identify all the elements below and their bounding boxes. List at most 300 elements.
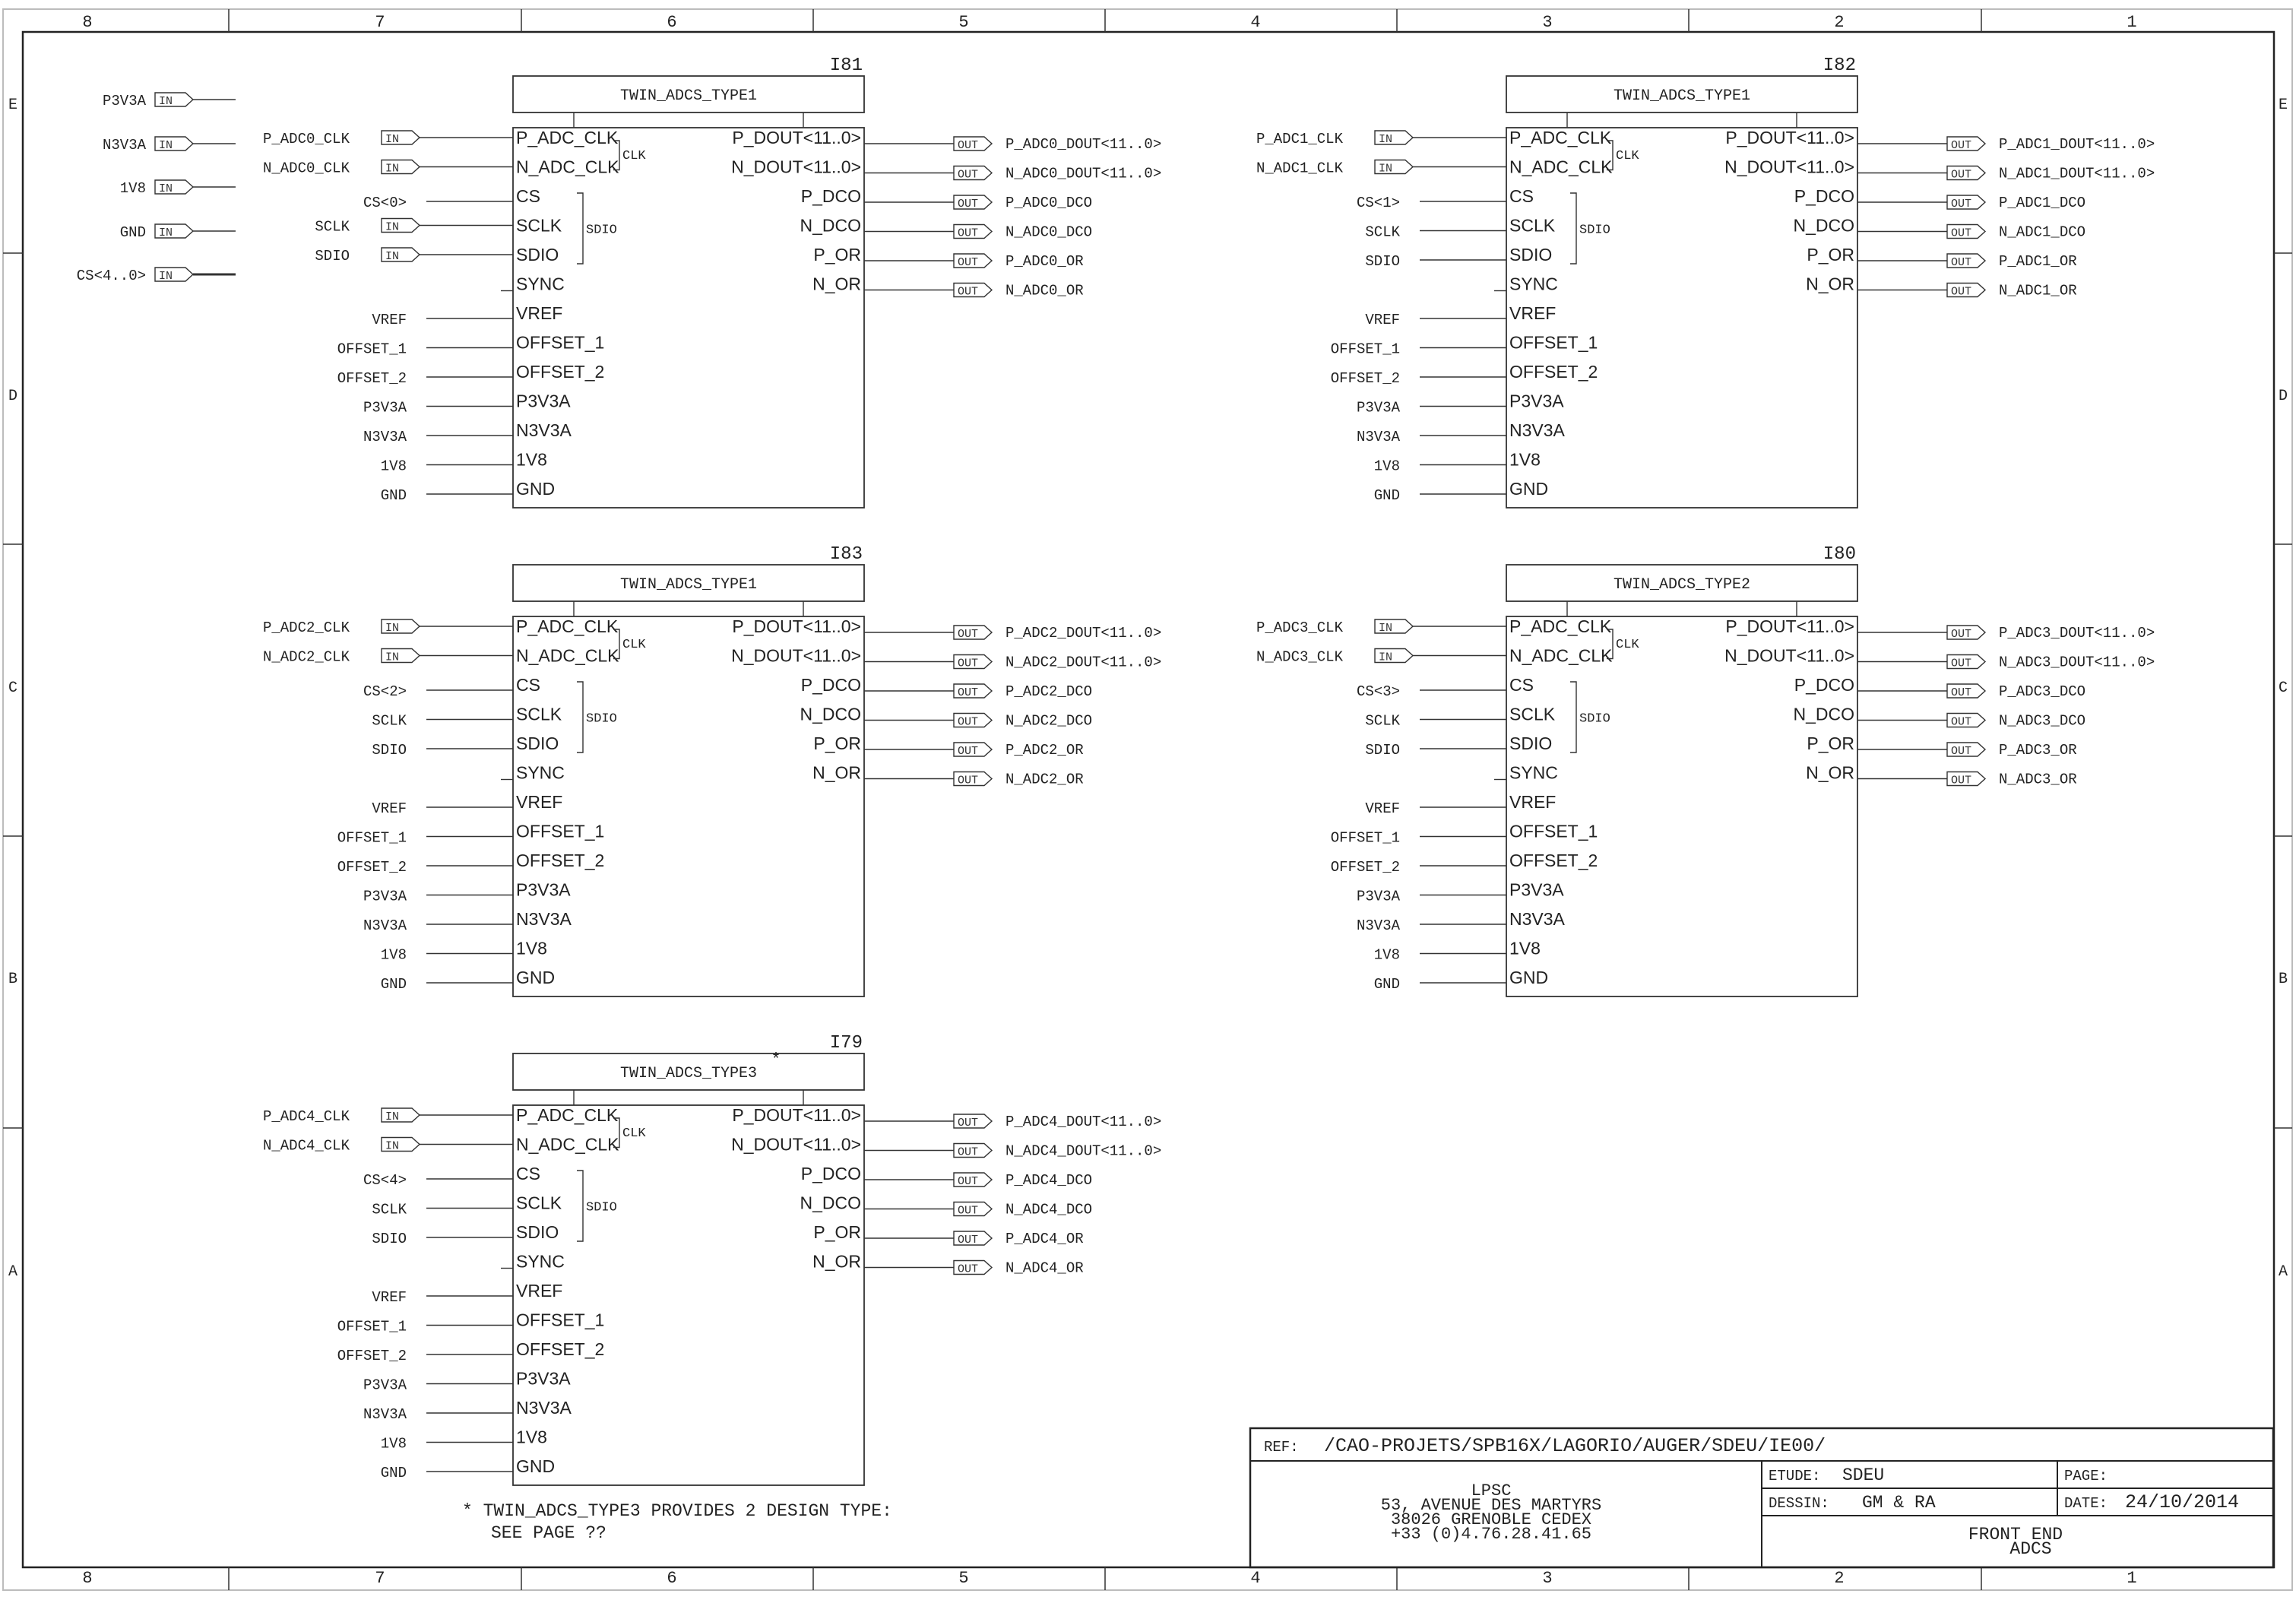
net-label-sdio: SDIO [372,1231,407,1247]
instance-id: I82 [1823,55,1856,76]
svg-text:OUT: OUT [958,715,979,729]
pin-p-adc-clk: P_ADC_CLK [516,616,619,636]
net-label-offset-1: OFFSET_1 [337,341,407,358]
out-port-icon [954,743,992,758]
out-port-icon [1947,684,1985,699]
out-port-icon [954,195,992,211]
svg-text:OUT: OUT [958,686,979,699]
svg-text:IN: IN [159,139,173,152]
svg-text:IN: IN [1379,651,1393,664]
net-label-n3v3a: N3V3A [363,917,407,934]
svg-text:IN: IN [159,182,173,195]
column-label-bottom-4: 4 [1250,1569,1261,1588]
net-label-offset-1: OFFSET_1 [1330,341,1400,358]
pin-sync: SYNC [1509,274,1558,294]
pin-n-dout-11-0-: N_DOUT<11..0> [1724,157,1854,177]
net-label-offset-1: OFFSET_1 [1330,829,1400,847]
pin-1v8: 1V8 [516,449,547,470]
column-label-8: 8 [82,13,93,32]
block-type-label: TWIN_ADCS_TYPE3 [619,1065,758,1082]
net-label-vref: VREF [372,312,407,328]
pin-n-dco: N_DCO [1793,215,1854,236]
svg-text:IN: IN [385,133,400,146]
pin-p3v3a: P3V3A [1509,879,1564,900]
pin-p-adc-clk: P_ADC_CLK [1509,128,1612,147]
svg-text:IN: IN [385,250,400,263]
net-label-cs-0-: CS<0> [363,195,407,211]
clk-bracket-label: CLK [622,1126,646,1141]
svg-text:OUT: OUT [958,1204,979,1218]
svg-text:OUT: OUT [1951,628,1972,641]
pin-offset-2: OFFSET_2 [1509,362,1598,382]
global-in-port-icon [155,93,193,108]
net-label-p-adc1-dout-11-0-: P_ADC1_DOUT<11..0> [1999,136,2155,153]
pin-n-or: N_OR [812,274,861,294]
pin-n-dout-11-0-: N_DOUT<11..0> [731,1134,861,1155]
global-signal-cs-4-0-: CS<4..0> [76,268,146,284]
net-label-p-adc4-dout-11-0-: P_ADC4_DOUT<11..0> [1005,1114,1162,1130]
pin-p-dco: P_DCO [800,675,861,695]
net-label-sdio: SDIO [315,248,350,265]
column-label-bottom-8: 8 [82,1569,93,1588]
column-label-1: 1 [2127,13,2137,32]
net-label-n-adc2-or: N_ADC2_OR [1005,771,1084,788]
pin-sclk: SCLK [516,704,562,724]
org-phone: +33 (0)4.76.28.41.65 [1390,1525,1592,1544]
out-port-icon [1947,714,1985,729]
net-label-1v8: 1V8 [380,946,407,964]
pin-n-dout-11-0-: N_DOUT<11..0> [731,157,861,177]
net-label-cs-3-: CS<3> [1356,683,1400,700]
svg-text:IN: IN [385,162,400,176]
pin-offset-1: OFFSET_1 [1509,821,1598,841]
svg-text:OUT: OUT [1951,774,1972,787]
sdio-bracket-label: SDIO [586,223,617,238]
net-label-1v8: 1V8 [1373,458,1400,475]
pin-n-dout-11-0-: N_DOUT<11..0> [731,645,861,666]
svg-text:IN: IN [159,95,173,108]
pin-sdio: SDIO [516,245,559,265]
net-label-p3v3a: P3V3A [363,888,407,905]
net-label-p-adc3-dco: P_ADC3_DCO [1999,683,2086,700]
pin-p-dco: P_DCO [800,1164,861,1183]
row-label-right-C: C [2278,680,2288,697]
net-label-n-adc1-or: N_ADC1_OR [1999,282,2077,299]
pin-p-dco: P_DCO [800,186,861,206]
out-port-icon [1947,137,1985,152]
out-port-icon [954,1231,992,1247]
pin-n-adc-clk: N_ADC_CLK [516,157,619,177]
pin-n3v3a: N3V3A [516,1398,572,1418]
svg-text:OUT: OUT [958,139,979,152]
global-in-port-icon [155,224,193,239]
pin-n3v3a: N3V3A [516,909,572,929]
out-port-icon [954,137,992,152]
row-label-right-D: D [2278,388,2288,405]
column-label-bottom-1: 1 [2127,1569,2137,1588]
out-port-icon [954,284,992,299]
out-port-icon [1947,743,1985,758]
svg-text:OUT: OUT [958,285,979,299]
svg-text:OUT: OUT [1951,285,1972,299]
clk-in-port-icon [382,619,420,635]
net-label-p-adc0-clk: P_ADC0_CLK [262,131,350,147]
svg-text:OUT: OUT [958,168,979,182]
net-label-offset-2: OFFSET_2 [1330,370,1400,387]
pin-sync: SYNC [516,1251,565,1272]
instance-id: I80 [1823,544,1856,565]
svg-text:IN: IN [1379,622,1393,635]
dessin-label: DESSIN: [1769,1495,1829,1512]
pin-n-dco: N_DCO [800,215,861,236]
net-label-sclk: SCLK [1365,712,1400,730]
net-label-gnd: GND [380,1465,407,1481]
net-label-p-adc2-dout-11-0-: P_ADC2_DOUT<11..0> [1005,625,1162,642]
column-label-6: 6 [667,13,677,32]
net-label-n3v3a: N3V3A [1356,917,1400,934]
clk-in-port-icon [1375,649,1413,664]
pin-p-or: P_OR [813,1222,861,1242]
net-label-n-adc2-dco: N_ADC2_DCO [1005,712,1093,730]
out-port-icon [954,1114,992,1130]
global-signal-1v8: 1V8 [119,180,146,197]
net-label-vref: VREF [1365,800,1400,817]
pin-vref: VREF [516,303,563,323]
net-label-p-adc3-or: P_ADC3_OR [1999,742,2077,759]
out-port-icon [1947,772,1985,787]
row-label-right-B: B [2278,971,2288,988]
sdio-bracket-label: SDIO [586,1200,617,1215]
pin-n-adc-clk: N_ADC_CLK [1509,157,1613,177]
title-block [1250,1428,2273,1567]
pin-p-dco: P_DCO [1794,186,1854,206]
svg-text:IN: IN [385,1110,400,1123]
out-port-icon [1947,195,1985,211]
net-label-offset-2: OFFSET_2 [337,859,407,876]
net-label-n-adc4-clk: N_ADC4_CLK [262,1137,350,1155]
out-port-icon [1947,284,1985,299]
out-port-icon [954,1173,992,1188]
net-label-p-adc2-clk: P_ADC2_CLK [262,619,350,636]
pin-n3v3a: N3V3A [516,420,572,440]
pin-n-adc-clk: N_ADC_CLK [1509,645,1613,666]
block-type-label: TWIN_ADCS_TYPE1 [619,87,758,105]
svg-text:IN: IN [385,1139,400,1153]
pin-cs: CS [1509,675,1534,695]
clk-in-port-icon [382,219,420,234]
pin-n-dco: N_DCO [1793,704,1854,724]
svg-text:IN: IN [1379,133,1393,146]
pin-gnd: GND [1509,479,1549,499]
row-label-D: D [8,388,18,405]
svg-text:OUT: OUT [958,198,979,211]
pin-p-dout-11-0-: P_DOUT<11..0> [732,1105,861,1125]
svg-text:OUT: OUT [958,774,979,787]
global-in-port-icon [155,137,193,152]
instance-id: I83 [829,544,863,565]
date-value: 24/10/2014 [2125,1491,2240,1513]
svg-text:IN: IN [385,651,400,664]
pin-1v8: 1V8 [516,938,547,958]
pin-vref: VREF [1509,792,1557,812]
net-label-gnd: GND [380,487,407,504]
clk-bracket-label: CLK [622,638,646,652]
pin-offset-1: OFFSET_1 [516,332,605,353]
pin-gnd: GND [1509,968,1549,987]
out-port-icon [1947,225,1985,240]
net-label-n-adc0-dout-11-0-: N_ADC0_DOUT<11..0> [1005,165,1162,182]
row-label-right-E: E [2278,97,2288,114]
svg-text:OUT: OUT [958,745,979,758]
out-port-icon [954,714,992,729]
net-label-p3v3a: P3V3A [363,399,407,417]
org-city: 38026 GRENOBLE CEDEX [1390,1510,1592,1529]
net-label-cs-2-: CS<2> [363,683,407,700]
net-label-gnd: GND [380,976,407,993]
net-label-n-adc0-clk: N_ADC0_CLK [262,160,350,177]
pin-offset-1: OFFSET_1 [1509,332,1598,353]
pin-n-adc-clk: N_ADC_CLK [516,1134,619,1155]
clk-in-port-icon [382,1138,420,1153]
org-street: 53, AVENUE DES MARTYRS [1380,1496,1602,1515]
pin-vref: VREF [516,792,563,812]
sdio-bracket-label: SDIO [1579,223,1610,238]
net-label-p3v3a: P3V3A [1356,888,1400,905]
global-signal-n3v3a: N3V3A [102,137,146,154]
net-label-n3v3a: N3V3A [1356,429,1400,445]
column-label-bottom-6: 6 [667,1569,677,1588]
net-label-offset-1: OFFSET_1 [337,1318,407,1335]
pin-n-dout-11-0-: N_DOUT<11..0> [1724,645,1854,666]
pin-p-adc-clk: P_ADC_CLK [516,1105,619,1125]
column-label-2: 2 [1834,13,1845,32]
svg-text:OUT: OUT [1951,256,1972,269]
pin-p-adc-clk: P_ADC_CLK [516,128,619,147]
adc-block-i79[interactable] [263,1033,1161,1485]
column-label-7: 7 [375,13,385,32]
out-port-icon [954,1202,992,1218]
out-port-icon [954,655,992,670]
pin-n3v3a: N3V3A [1509,420,1565,440]
pin-1v8: 1V8 [1509,449,1541,470]
etude-value: SDEU [1842,1465,1885,1485]
out-port-icon [954,254,992,269]
net-label-sclk: SCLK [1365,223,1400,241]
svg-text:IN: IN [159,270,173,283]
pin-p-dco: P_DCO [1794,675,1854,695]
net-label-sdio: SDIO [1365,742,1400,759]
net-label-p-adc1-clk: P_ADC1_CLK [1256,131,1343,147]
pin-gnd: GND [516,1456,556,1476]
clk-bracket-label: CLK [1616,638,1639,652]
column-label-bottom-5: 5 [958,1569,969,1588]
net-label-vref: VREF [372,1289,407,1306]
pin-p3v3a: P3V3A [516,1368,571,1389]
svg-text:OUT: OUT [958,657,979,670]
net-label-p-adc4-dco: P_ADC4_DCO [1005,1172,1093,1189]
svg-text:OUT: OUT [1951,657,1972,670]
svg-text:OUT: OUT [958,227,979,240]
net-label-sdio: SDIO [372,742,407,759]
pin-sync: SYNC [516,762,565,783]
svg-text:OUT: OUT [1951,198,1972,211]
column-label-bottom-7: 7 [375,1569,385,1588]
clk-in-port-icon [1375,619,1413,635]
net-label-offset-1: OFFSET_1 [337,829,407,847]
pin-p-dout-11-0-: P_DOUT<11..0> [1725,128,1854,147]
net-label-sclk: SCLK [315,218,350,236]
instance-id: I79 [829,1033,863,1053]
pin-n-or: N_OR [812,762,861,783]
net-label-cs-4-: CS<4> [363,1172,407,1189]
svg-text:IN: IN [1379,162,1393,176]
net-label-p-adc0-dout-11-0-: P_ADC0_DOUT<11..0> [1005,136,1162,153]
pin-sclk: SCLK [516,1193,562,1213]
svg-text:OUT: OUT [958,628,979,641]
pin-p-adc-clk: P_ADC_CLK [1509,616,1612,636]
date-label: DATE: [2064,1495,2108,1512]
pin-sync: SYNC [516,274,565,294]
out-port-icon [1947,655,1985,670]
adc-block-i80[interactable] [1256,544,2155,996]
net-label-n-adc3-or: N_ADC3_OR [1999,771,2077,788]
net-label-p-adc1-or: P_ADC1_OR [1999,253,2077,270]
pin-gnd: GND [516,479,556,499]
net-label-1v8: 1V8 [1373,946,1400,964]
net-label-n-adc3-dout-11-0-: N_ADC3_DOUT<11..0> [1999,654,2155,671]
out-port-icon [954,626,992,641]
ref-label: REF: [1264,1439,1299,1456]
net-label-vref: VREF [372,800,407,817]
adc-block-i82[interactable] [1256,55,2155,508]
pin-sdio: SDIO [516,1222,559,1242]
org-name: LPSC [1471,1481,1512,1500]
column-label-bottom-2: 2 [1834,1569,1845,1588]
out-port-icon [954,166,992,182]
pin-sdio: SDIO [1509,733,1553,753]
net-label-p-adc0-dco: P_ADC0_DCO [1005,195,1093,211]
pin-n3v3a: N3V3A [1509,909,1565,929]
pin-1v8: 1V8 [1509,938,1541,958]
pin-p-or: P_OR [1807,733,1854,753]
pin-n-dco: N_DCO [800,1193,861,1213]
net-label-p-adc4-clk: P_ADC4_CLK [262,1108,350,1125]
net-label-n-adc1-dco: N_ADC1_DCO [1999,223,2086,241]
net-label-n-adc1-clk: N_ADC1_CLK [1256,160,1343,177]
net-label-n-adc4-or: N_ADC4_OR [1005,1259,1084,1277]
global-signal-p3v3a: P3V3A [102,93,146,109]
svg-text:IN: IN [159,227,173,239]
pin-cs: CS [516,675,540,695]
pin-offset-2: OFFSET_2 [1509,851,1598,870]
pin-sclk: SCLK [1509,704,1556,724]
row-label-right-A: A [2278,1263,2288,1281]
pin-1v8: 1V8 [516,1427,547,1447]
pin-vref: VREF [1509,303,1557,323]
block-type-label: TWIN_ADCS_TYPE1 [1613,87,1751,105]
out-port-icon [954,772,992,787]
row-label-B: B [8,971,18,988]
pin-sclk: SCLK [1509,215,1556,236]
out-port-icon [954,1144,992,1159]
clk-in-port-icon [382,160,420,176]
out-port-icon [954,684,992,699]
net-label-n-adc1-dout-11-0-: N_ADC1_DOUT<11..0> [1999,165,2155,182]
net-label-gnd: GND [1373,487,1400,504]
net-label-p-adc1-dco: P_ADC1_DCO [1999,195,2086,211]
pin-p-dout-11-0-: P_DOUT<11..0> [732,616,861,636]
ref-path: /CAO-PROJETS/SPB16X/LAGORIO/AUGER/SDEU/IE00/ [1324,1435,1826,1457]
clk-in-port-icon [382,1108,420,1123]
svg-text:OUT: OUT [958,1234,979,1247]
global-in-port-icon [155,180,193,195]
pin-sdio: SDIO [516,733,559,753]
net-label-offset-2: OFFSET_2 [337,1348,407,1364]
net-label-p-adc2-or: P_ADC2_OR [1005,742,1084,759]
net-label-sdio: SDIO [1365,253,1400,270]
clk-in-port-icon [382,649,420,664]
pin-offset-1: OFFSET_1 [516,1310,605,1330]
net-label-n-adc3-clk: N_ADC3_CLK [1256,648,1343,666]
pin-gnd: GND [516,968,556,987]
net-label-n-adc0-dco: N_ADC0_DCO [1005,223,1093,241]
svg-text:OUT: OUT [1951,168,1972,182]
sdio-bracket-label: SDIO [586,711,617,727]
svg-text:OUT: OUT [958,256,979,269]
net-label-1v8: 1V8 [380,458,407,475]
global-in-port-icon [155,268,193,283]
pin-p-or: P_OR [1807,245,1854,265]
clk-bracket-label: CLK [1616,149,1639,163]
design-note-line-2: SEE PAGE ?? [491,1523,606,1543]
net-label-p-adc3-clk: P_ADC3_CLK [1256,619,1343,636]
pin-sync: SYNC [1509,762,1558,783]
net-label-1v8: 1V8 [380,1435,407,1453]
type-footnote-star: * [771,1050,781,1069]
out-port-icon [1947,626,1985,641]
block-type-label: TWIN_ADCS_TYPE1 [619,576,758,594]
pin-offset-2: OFFSET_2 [516,851,605,870]
net-label-n3v3a: N3V3A [363,429,407,445]
net-label-p3v3a: P3V3A [1356,399,1400,417]
global-signal-gnd: GND [119,224,146,241]
svg-text:OUT: OUT [958,1175,979,1188]
page-label: PAGE: [2064,1468,2108,1484]
svg-text:OUT: OUT [1951,139,1972,152]
clk-in-port-icon [1375,160,1413,176]
net-label-n-adc4-dco: N_ADC4_DCO [1005,1201,1093,1218]
svg-text:IN: IN [385,622,400,635]
row-label-A: A [8,1263,18,1281]
dessin-value: GM & RA [1862,1493,1936,1513]
adc-block-i81[interactable] [263,55,1161,508]
pin-offset-2: OFFSET_2 [516,362,605,382]
out-port-icon [954,1261,992,1276]
svg-text:OUT: OUT [1951,686,1972,699]
pin-sclk: SCLK [516,215,562,236]
row-label-C: C [8,680,18,697]
column-label-bottom-3: 3 [1542,1569,1553,1588]
pin-offset-1: OFFSET_1 [516,821,605,841]
net-label-sclk: SCLK [372,1201,407,1218]
net-label-n-adc3-dco: N_ADC3_DCO [1999,712,2086,730]
net-label-n3v3a: N3V3A [363,1406,407,1423]
column-label-3: 3 [1542,13,1553,32]
pin-p-or: P_OR [813,733,861,753]
adc-block-i83[interactable] [263,544,1161,996]
pin-p3v3a: P3V3A [516,879,571,900]
pin-n-or: N_OR [1806,762,1854,783]
